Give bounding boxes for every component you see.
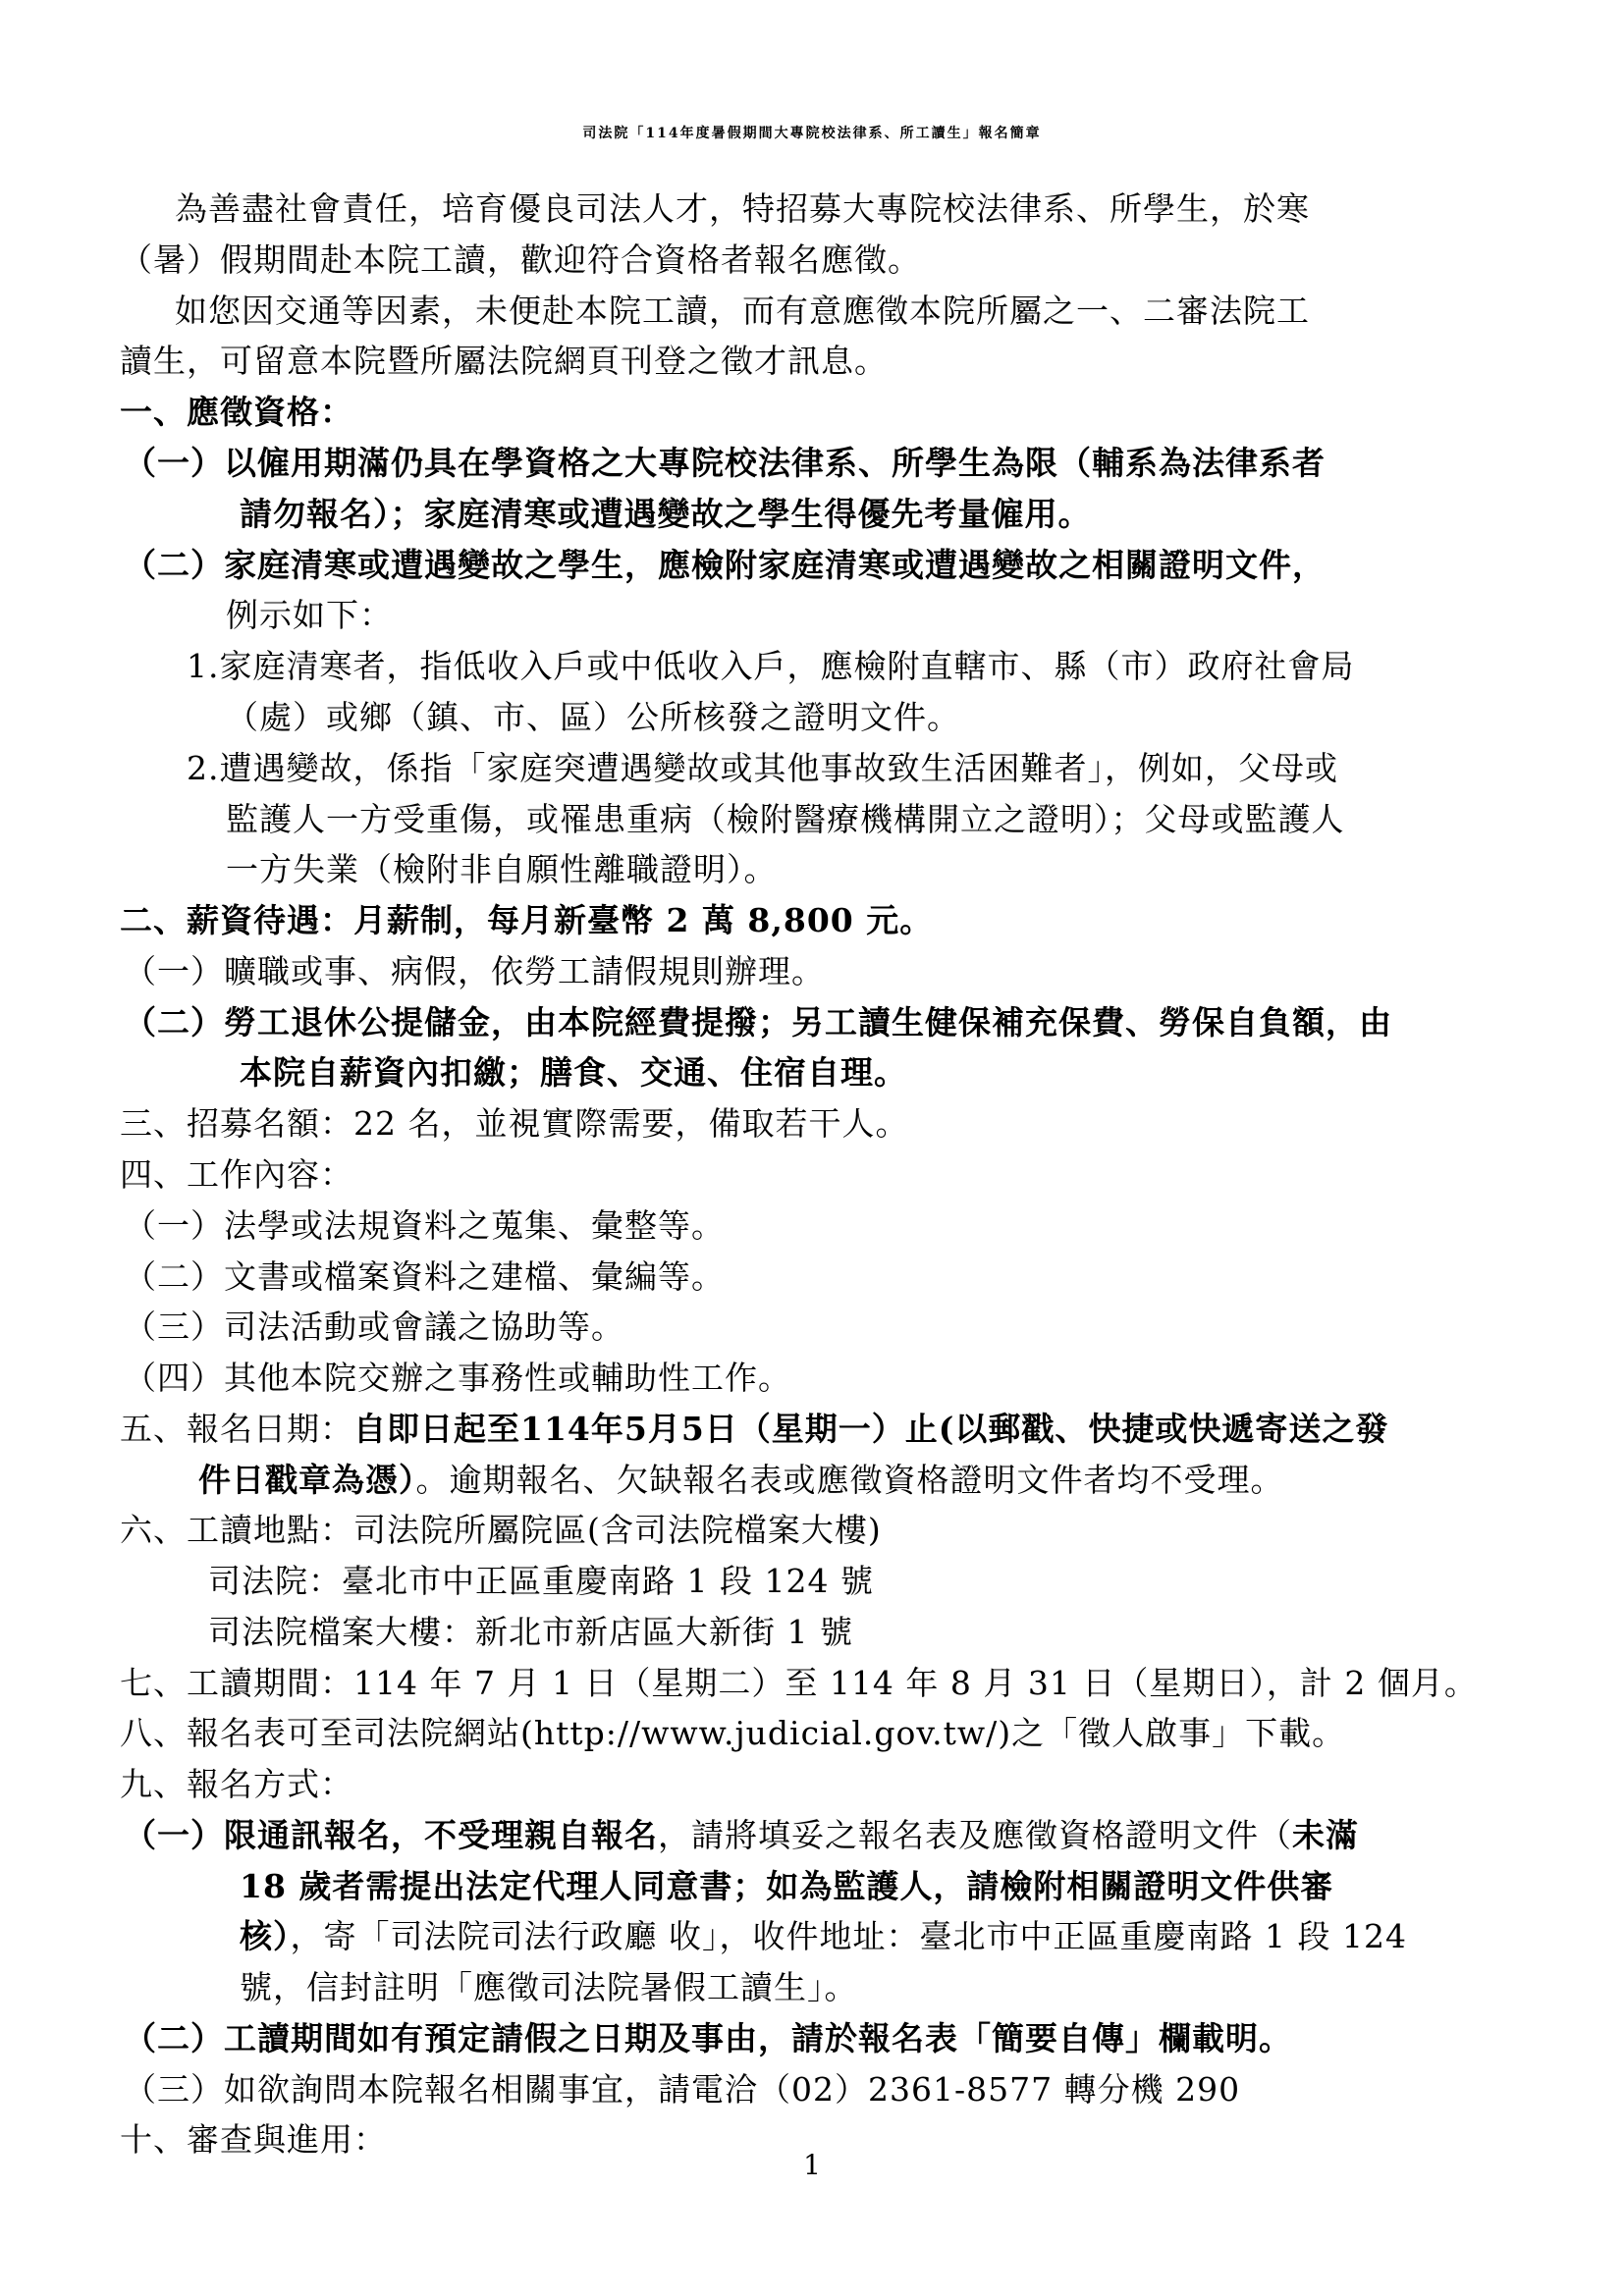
list-item: 1.家庭清寒者，指低收入戶或中低收入戶，應檢附直轄市、縣（市）政府社會局 — [187, 647, 1355, 685]
list-item: （處）或鄉（鎮、市、區）公所核發之證明文件。 — [226, 698, 960, 736]
section-heading: 九、報名方式： — [120, 1765, 353, 1803]
page-number: 1 — [803, 2149, 821, 2181]
list-item: （二）文書或檔案資料之建檔、彙編等。 — [124, 1257, 725, 1296]
intro-line: （暑）假期間赴本院工讀，歡迎符合資格者報名應徵。 — [120, 240, 921, 279]
list-item: 號，信封註明「應徵司法院暑假工讀生」。 — [240, 1968, 858, 2006]
section-heading: 十、審查與進用： — [120, 2120, 387, 2159]
list-item — [240, 1912, 1407, 1961]
section-heading: 六、工讀地點：司法院所屬院區(含司法院檔案大樓) — [120, 1511, 882, 1549]
section-heading: 七、工讀期間：114 年 7 月 1 日（星期二）至 114 年 8 月 31 日（星期日），計 2 個月。 — [120, 1664, 1478, 1702]
list-item: （四）其他本院交辦之事務性或輔助性工作。 — [124, 1359, 791, 1397]
list-item: （二）家庭清寒或遭遇變故之學生，應檢附家庭清寒或遭遇變故之相關證明文件， — [124, 546, 1326, 584]
list-item — [124, 1811, 1359, 1860]
list-item: 2.遭遇變故，係指「家庭突遭遇變故或其他事故致生活困難者」，例如，父母或 — [187, 749, 1338, 787]
registration-note: 。逾期報名、欠缺報名表或應徵資格證明文件者均不受理。 — [415, 1461, 1284, 1499]
registration-date-value: 自即日起至114年5月5日（星期一）止(以郵戳、快捷或快遞寄送之發 — [353, 1410, 1389, 1448]
list-item: （一）以僱用期滿仍具在學資格之大專院校法律系、所學生為限（輔系為法律系者 — [124, 444, 1326, 482]
list-item: 例示如下： — [226, 596, 393, 634]
intro-line: 如您因交通等因素，未便赴本院工讀，而有意應徵本院所屬之一、二審法院工 — [175, 292, 1310, 330]
section-heading: 八、報名表可至司法院網站(http://www.judicial.gov.tw/)之「徵人啟事」下載。 — [120, 1714, 1346, 1752]
section-heading: 一、應徵資格： — [120, 393, 353, 431]
page-title: 司法院「114年度暑假期間大專院校法律系、所工讀生」報名簡章 — [582, 126, 1042, 141]
section-heading — [120, 1405, 1388, 1454]
list-item: （二）勞工退休公提儲金，由本院經費提撥；另工讀生健保補充保費、勞保自負額，由 — [124, 1003, 1392, 1041]
list-item: （一）曠職或事、病假，依勞工請假規則辦理。 — [124, 952, 825, 990]
list-item: 本院自薪資內扣繳；膳食、交通、住宿自理。 — [240, 1053, 907, 1092]
registration-date-value: 件日戳章為憑） — [198, 1461, 416, 1499]
address-line: 司法院：臺北市中正區重慶南路 1 段 124 號 — [208, 1562, 874, 1600]
application-method-bold: （一）限通訊報名，不受理親自報名 — [124, 1816, 658, 1854]
list-item — [198, 1456, 1284, 1505]
address-line: 司法院檔案大樓：新北市新店區大新街 1 號 — [208, 1613, 853, 1651]
list-item: 請勿報名）；家庭清寒或遭遇變故之學生得優先考量僱用。 — [240, 495, 1092, 533]
application-method-bold: 未滿 — [1292, 1816, 1359, 1854]
application-method-text: ，請將填妥之報名表及應徵資格證明文件（ — [658, 1816, 1292, 1854]
list-item: （二）工讀期間如有預定請假之日期及事由，請於報名表「簡要自傳」欄載明。 — [124, 2019, 1292, 2057]
intro-line: 為善盡社會責任，培育優良司法人才，特招募大專院校法律系、所學生，於寒 — [175, 189, 1310, 228]
list-item: （一）法學或法規資料之蒐集、彙整等。 — [124, 1206, 725, 1245]
application-method-bold: 核） — [240, 1917, 291, 1955]
section-heading: 二、薪資待遇：月薪制，每月新臺幣 2 萬 8,800 元。 — [120, 901, 934, 939]
section-heading: 三、招募名額：22 名，並視實際需要，備取若干人。 — [120, 1104, 909, 1143]
list-item: （三）如欲詢問本院報名相關事宜，請電洽（02）2361-8577 轉分機 290 — [124, 2070, 1241, 2109]
section-heading: 四、工作內容： — [120, 1155, 353, 1194]
list-item: 監護人一方受重傷，或罹患重病（檢附醫療機構開立之證明）；父母或監護人 — [226, 800, 1345, 838]
list-item: 18 歲者需提出法定代理人同意書；如為監護人，請檢附相關證明文件供審 — [240, 1867, 1334, 1905]
application-method-text: ，寄「司法院司法行政廳 收」，收件地址：臺北市中正區重慶南路 1 段 124 — [290, 1917, 1407, 1955]
intro-line: 讀生，可留意本院暨所屬法院網頁刊登之徵才訊息。 — [120, 342, 888, 380]
list-item: （三）司法活動或會議之協助等。 — [124, 1308, 624, 1346]
registration-date-label: 五、報名日期： — [120, 1410, 353, 1448]
list-item: 一方失業（檢附非自願性離職證明）。 — [226, 850, 778, 888]
